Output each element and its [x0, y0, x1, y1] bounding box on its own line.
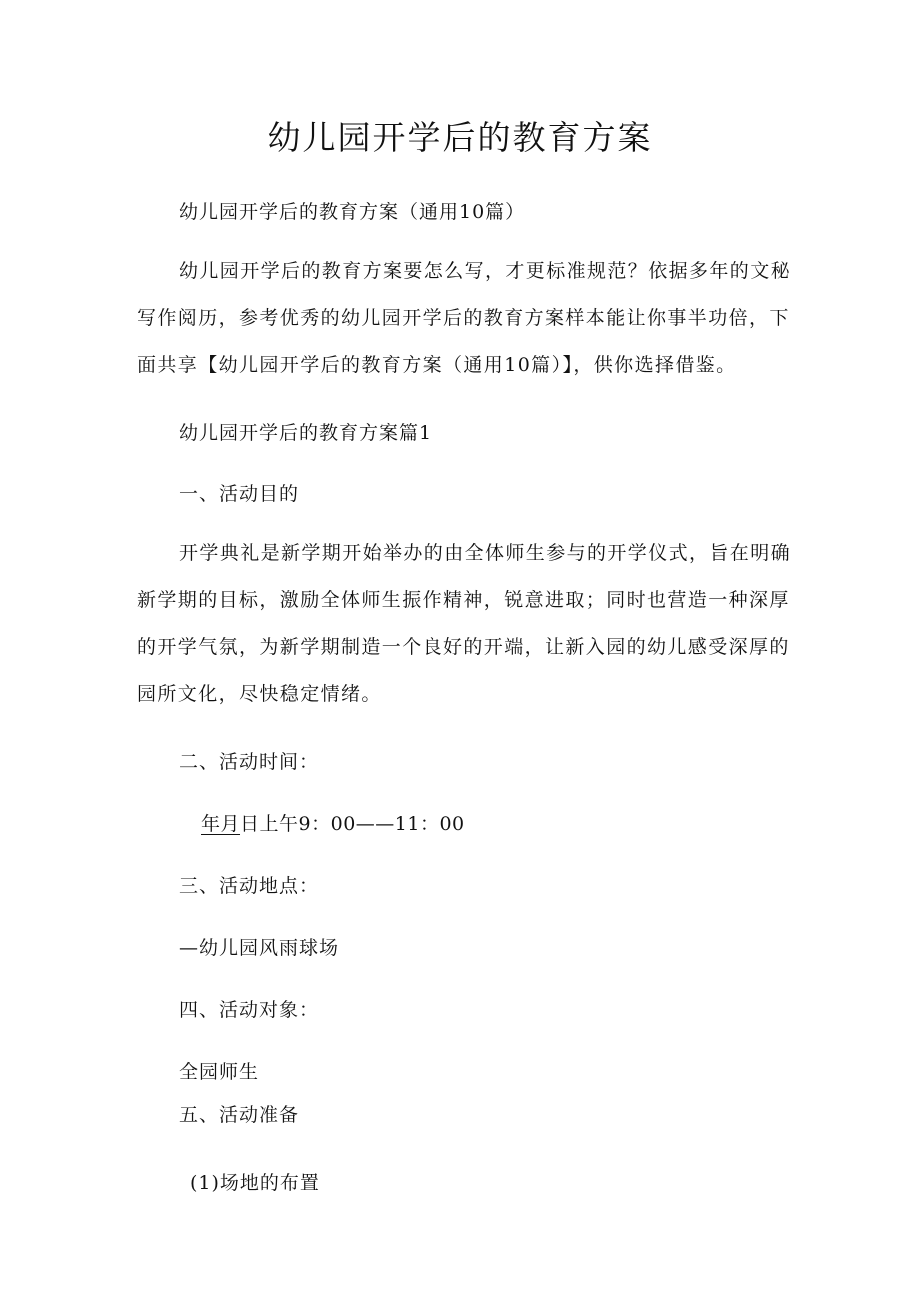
activity-date-blank: 年月 — [201, 813, 241, 835]
activity-target: 全园师生 — [179, 1061, 260, 1083]
document-subtitle: 幼儿园开学后的教育方案（通用10篇） — [179, 201, 526, 223]
section-heading-prep: 五、活动准备 — [179, 1104, 300, 1126]
activity-place: —幼儿园风雨球场 — [179, 937, 340, 959]
purpose-paragraph: 开学典礼是新学期开始举办的由全体师生参与的开学仪式，旨在明确新学期的目标，激励全体师生振作精神，锐意进取；同时也营造一种深厚的开学气氛，为新学期制造一个良好的开端，让新入园的幼儿感受深厚的园所文化，尽快稳定情绪。 — [137, 542, 792, 705]
chapter-heading: 幼儿园开学后的教育方案篇1 — [179, 422, 433, 444]
document-title: 幼儿园开学后的教育方案 — [267, 118, 653, 157]
activity-time-value: 日上午9：00——11：00 — [240, 813, 465, 835]
prep-item-1: (1)场地的布置 — [190, 1172, 320, 1194]
intro-paragraph: 幼儿园开学后的教育方案要怎么写，才更标准规范？依据多年的文秘写作阅历，参考优秀的幼儿园开学后的教育方案样本能让你事半功倍，下面共享【幼儿园开学后的教育方案（通用10篇）】，供你选择借鉴。 — [137, 260, 792, 376]
section-heading-purpose: 一、活动目的 — [179, 483, 300, 505]
activity-time-line — [201, 810, 465, 838]
section-heading-place: 三、活动地点： — [179, 875, 320, 897]
section-heading-target: 四、活动对象： — [179, 999, 320, 1021]
section-heading-time: 二、活动时间： — [179, 751, 320, 773]
